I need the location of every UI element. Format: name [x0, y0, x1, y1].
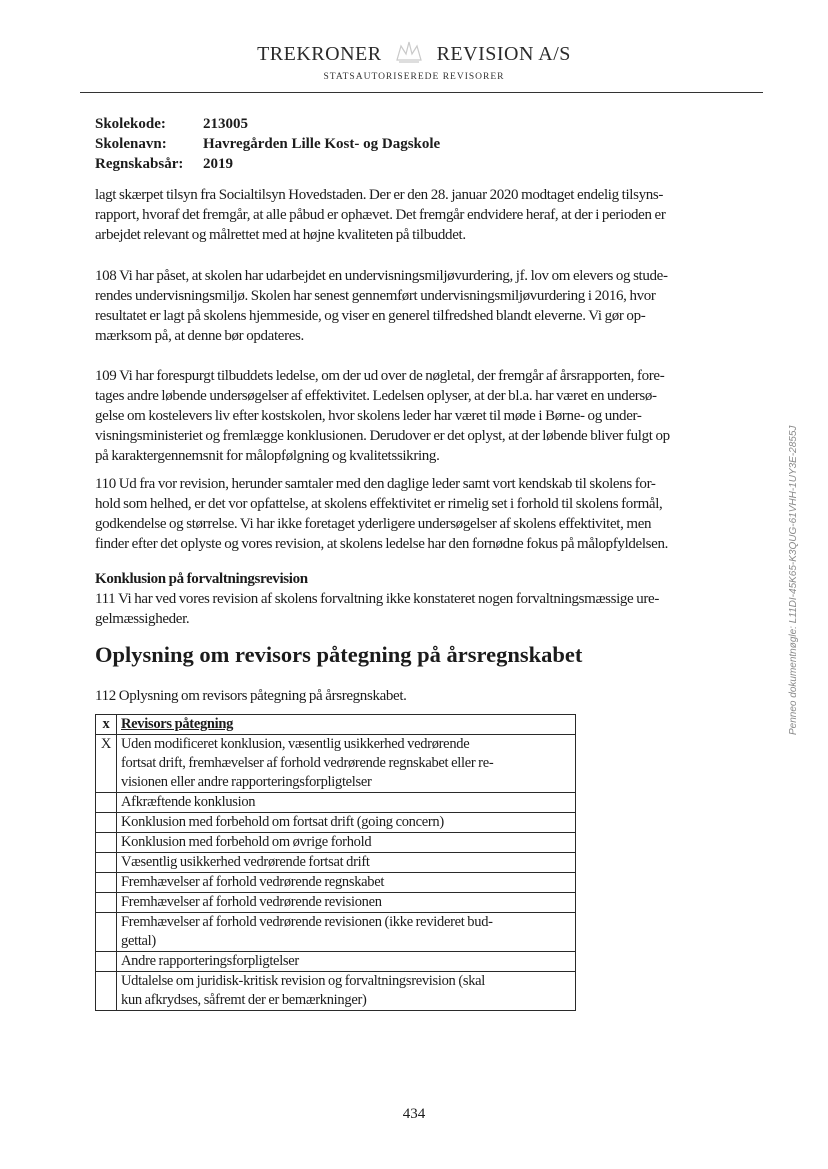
option-text: Afkræftende konklusion [121, 794, 256, 810]
option-cell [117, 893, 576, 913]
option-cell [117, 793, 576, 813]
option-text: Uden modificeret konklusion, væsentlig usikkerhed vedrørende [121, 736, 470, 752]
text-line: på karaktergennemsnit for målopfølgning og kvalitetssikring. [95, 448, 440, 464]
paragraph-109 [95, 366, 755, 466]
checkbox-cell [96, 913, 117, 952]
option-cell [117, 853, 576, 873]
option-text: Fremhævelser af forhold vedrørende revisionen [121, 894, 382, 910]
table-row [96, 952, 576, 972]
auditor-statement-table [95, 714, 576, 1011]
option-cell [117, 913, 576, 952]
table-header-row [96, 715, 576, 735]
letterhead-subtitle: STATSAUTORISEREDE REVISORER [323, 72, 505, 82]
text-line: 108 Vi har påset, at skolen har udarbejdet en undervisningsmiljøvurdering, jf. lov om elevers og stude- [95, 268, 668, 284]
meta-value: 2019 [203, 156, 233, 172]
table-row [96, 833, 576, 853]
table-row [96, 972, 576, 1011]
crown-logo-icon [391, 38, 427, 64]
table-row [96, 793, 576, 813]
company-name-left: TREKRONER [257, 43, 382, 65]
text-line: visningsministeriet og fremlægge konklusionen. Derudover er det oplyst, at der løbende bliver fulgt op [95, 428, 670, 444]
paragraph-112 [95, 686, 755, 706]
school-meta [95, 114, 440, 174]
option-cell [117, 873, 576, 893]
option-cell [117, 972, 576, 1011]
table-row [96, 813, 576, 833]
table-row [96, 873, 576, 893]
letterhead-title [0, 38, 828, 66]
paragraph-intro [95, 185, 755, 245]
page-number: 434 [402, 1106, 426, 1122]
text-line: 110 Ud fra vor revision, herunder samtaler med den daglige leder samt vort kendskab til skolens for- [95, 476, 656, 492]
subsection-heading: Konklusion på forvaltningsrevision [95, 571, 308, 587]
option-text: Væsentlig usikkerhed vedrørende fortsat drift [121, 854, 370, 870]
text-line: 111 Vi har ved vores revision af skolens forvaltning ikke konstateret nogen forvaltningsmæssige ure- [95, 591, 659, 607]
text-line: gelse om kostelevers liv efter kostskolen, hvor skolens leder har været til møde i Børne- og under- [95, 408, 642, 424]
table-row [96, 853, 576, 873]
company-name-right: REVISION A/S [436, 43, 571, 65]
text-line: 109 Vi har forespurgt tilbuddets ledelse, om der ud over de nøgletal, der fremgår af årsrapporten, fore- [95, 368, 665, 384]
option-text: fortsat drift, fremhævelser af forhold vedrørende regnskabet eller re- [121, 755, 494, 771]
text-line: rendes undervisningsmiljø. Skolen har senest gennemført undervisningsmiljøvurdering i 2016, hvor [95, 288, 656, 304]
text-line: gelmæssigheder. [95, 611, 190, 627]
checkbox-cell [96, 853, 117, 873]
table-row [96, 913, 576, 952]
option-text: visionen eller andre rapporteringsforpligtelser [121, 774, 372, 790]
checkbox-cell [96, 873, 117, 893]
checkbox-cell [96, 813, 117, 833]
meta-value: Havregården Lille Kost- og Dagskole [203, 136, 441, 152]
checkbox-cell [96, 952, 117, 972]
text-line: rapport, hvoraf det fremgår, at alle påbud er ophævet. Det fremgår endvidere heraf, at der i perioden er [95, 207, 666, 223]
text-line: finder efter det oplyste og vores revision, at skolens ledelse har den fornødne fokus på målopfyldelsen. [95, 536, 669, 552]
table-row [96, 735, 576, 793]
checkbox-cell [96, 793, 117, 813]
meta-value: 213005 [203, 116, 248, 132]
table-row [96, 893, 576, 913]
paragraph-108 [95, 266, 755, 346]
checkbox-cell [96, 833, 117, 853]
text-line: tages andre løbende undersøgelser af effektivitet. Ledelsen oplyser, at der bl.a. har været en undersø- [95, 388, 657, 404]
option-text: Fremhævelser af forhold vedrørende regnskabet [121, 874, 385, 890]
checkbox-cell [96, 893, 117, 913]
document-key-note: Penneo dokumentnøgle: L11DI-45K65-K3QUG-61VHH-1UY3E-2855J [788, 425, 799, 735]
text-line: godkendelse og størrelse. Vi har ikke foretaget yderligere undersøgelser af skolens effektivitet, men [95, 516, 652, 532]
paragraph-110 [95, 474, 755, 554]
column-header-label: Revisors påtegning [117, 715, 576, 735]
meta-row-school-name [95, 134, 440, 154]
text-line: lagt skærpet tilsyn fra Socialtilsyn Hovedstaden. Der er den 28. januar 2020 modtaget endelig tilsyns- [95, 187, 664, 203]
text-line: mærksom på, at denne bør opdateres. [95, 328, 304, 344]
option-text: Konklusion med forbehold om øvrige forhold [121, 834, 372, 850]
paragraph-111 [95, 569, 755, 629]
meta-label: Skolekode: [95, 116, 166, 132]
checkbox-cell: X [96, 735, 117, 793]
meta-label: Skolenavn: [95, 136, 167, 152]
text-line: arbejdet relevant og målrettet med at højne kvaliteten på tilbuddet. [95, 227, 466, 243]
text-line: hold som helhed, er det vor opfattelse, at skolens effektivitet er rimelig set i forhold til skolens formål, [95, 496, 663, 512]
meta-row-fiscal-year [95, 154, 440, 174]
option-text: kun afkrydses, såfremt der er bemærkninger) [121, 992, 367, 1008]
option-text: Andre rapporteringsforpligtelser [121, 953, 299, 969]
option-cell [117, 735, 576, 793]
option-text: Udtalelse om juridisk-kritisk revision og forvaltningsrevision (skal [121, 973, 486, 989]
text-line: 112 Oplysning om revisors påtegning på årsregnskabet. [95, 688, 407, 704]
option-cell [117, 813, 576, 833]
option-cell [117, 952, 576, 972]
section-heading: Oplysning om revisors påtegning på årsregnskabet [95, 642, 583, 667]
option-text: Konklusion med forbehold om fortsat drift (going concern) [121, 814, 444, 830]
text-line: resultatet er lagt på skolens hjemmeside, og viser en generel tilfredshed blandt eleverne. Vi gør op- [95, 308, 646, 324]
column-header-x: x [96, 715, 117, 735]
option-cell [117, 833, 576, 853]
header-divider [80, 92, 763, 93]
option-text: gettal) [121, 933, 156, 949]
option-text: Fremhævelser af forhold vedrørende revisionen (ikke revideret bud- [121, 914, 493, 930]
meta-label: Regnskabsår: [95, 156, 184, 172]
checkbox-cell [96, 972, 117, 1011]
meta-row-school-code [95, 114, 440, 134]
